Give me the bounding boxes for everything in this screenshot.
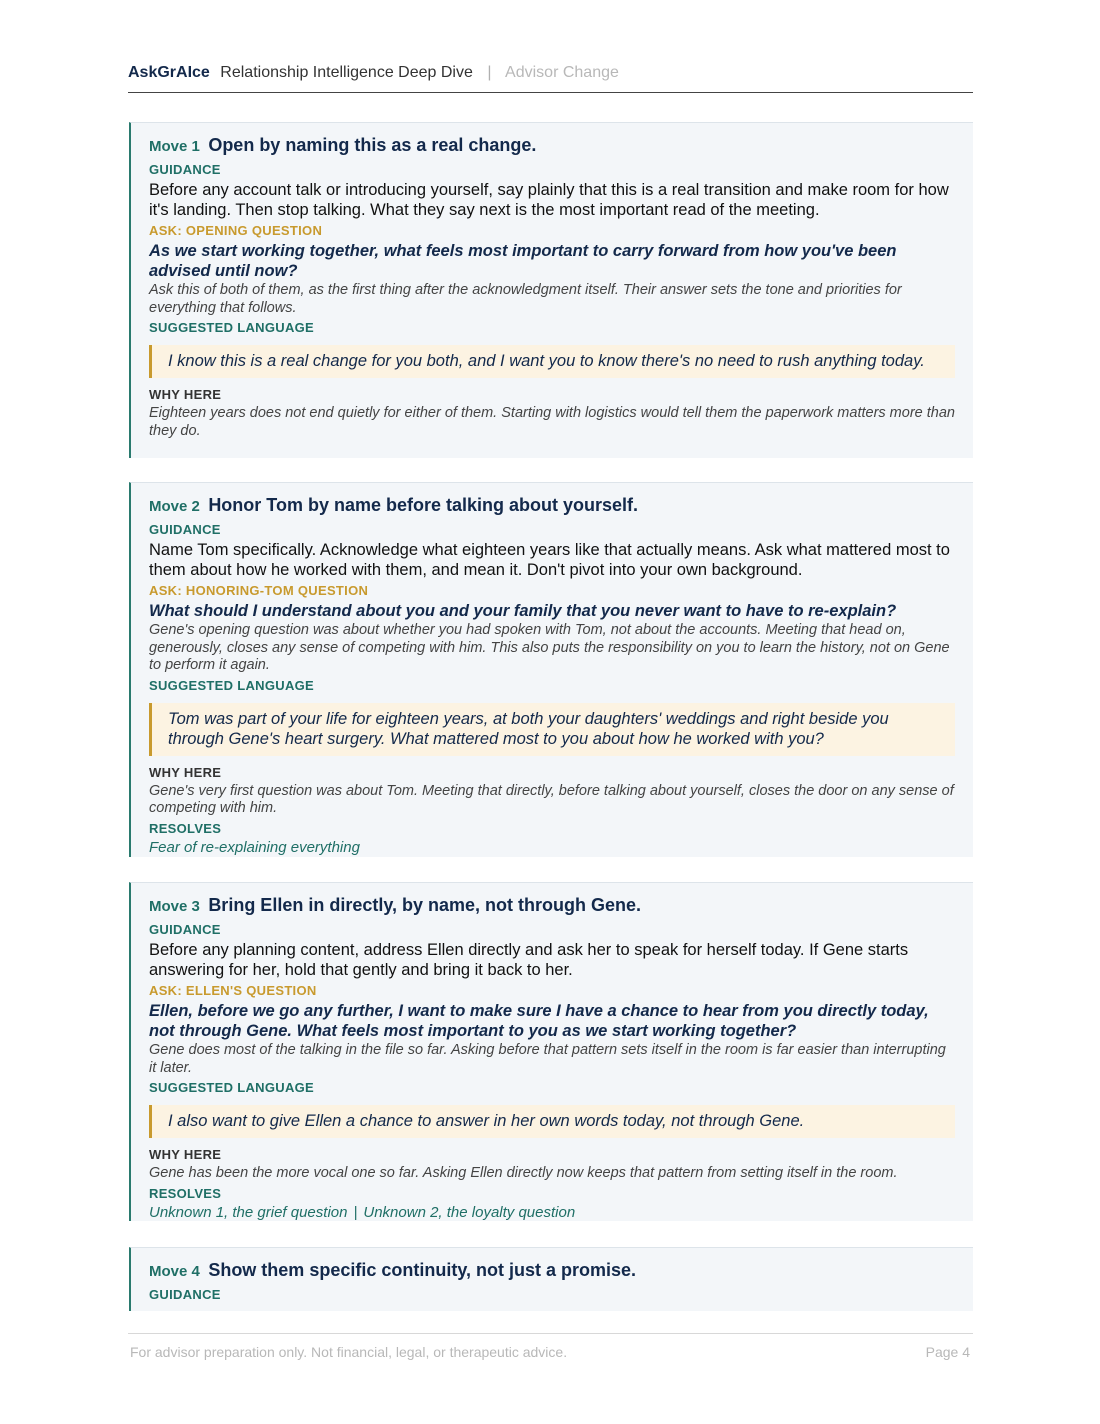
header-separator: | — [487, 64, 492, 81]
move-card-3 — [129, 882, 973, 1221]
why-here-text: Gene's very first question was about Tom. Meeting that directly, before talking about yourself, closes the door on any sense of competing with him. — [149, 782, 954, 816]
why-here-text: Eighteen years does not end quietly for either of them. Starting with logistics would tell them the paperwork matters more than they do. — [149, 405, 955, 439]
ask-label: ASK: ELLEN'S QUESTION — [149, 983, 317, 998]
why-here-label: WHY HERE — [149, 387, 222, 402]
ask-note: Ask this of both of them, as the first thing after the acknowledgment itself. Their answer sets the tone and priorities for everything that follows. — [149, 282, 902, 316]
suggested-language-quote: I also want to give Ellen a chance to answer in her own words today, not through Gene. — [149, 1105, 955, 1138]
move-title: Bring Ellen in directly, by name, not through Gene. — [208, 895, 642, 915]
move-card-4 — [129, 1247, 973, 1311]
resolves-item: Unknown 1, the grief question — [149, 1203, 348, 1221]
move-title: Honor Tom by name before talking about yourself. — [208, 495, 639, 515]
guidance-label: GUIDANCE — [149, 522, 221, 537]
ask-label: ASK: OPENING QUESTION — [149, 223, 323, 238]
ask-label: ASK: HONORING-TOM QUESTION — [149, 583, 369, 598]
suggested-language-quote: I know this is a real change for you both, and I want you to know there's no need to rush anything today. — [149, 345, 955, 378]
page-number: Page 4 — [925, 1344, 970, 1360]
guidance-label: GUIDANCE — [149, 162, 221, 177]
footer-divider — [128, 1333, 973, 1334]
document-title: Relationship Intelligence Deep Dive — [220, 64, 473, 81]
resolves-label: RESOLVES — [149, 820, 222, 836]
ask-question: As we start working together, what feels most important to carry forward from how you've been advised until now? — [149, 242, 897, 280]
resolves-label: RESOLVES — [149, 1185, 222, 1201]
guidance-text: Name Tom specifically. Acknowledge what eighteen years like that actually means. Ask what mattered most to them about how he worked with them, and mean it. Don't pivot into your own background. — [149, 541, 950, 579]
brand-name: AskGrAIce — [128, 64, 210, 81]
move-heading — [149, 1258, 955, 1284]
ask-question: Ellen, before we go any further, I want to make sure I have a chance to hear from you directly today, not through Gene. What feels most important to you as we start working together? — [149, 1002, 929, 1040]
move-card-2 — [129, 482, 973, 857]
why-here-label: WHY HERE — [149, 1147, 222, 1162]
section-name: Advisor Change — [505, 64, 619, 81]
why-here-text: Gene has been the more vocal one so far. Asking Ellen directly now keeps that pattern from setting itself in the room. — [149, 1165, 898, 1181]
suggested-language-label: SUGGESTED LANGUAGE — [149, 677, 315, 693]
guidance-label: GUIDANCE — [149, 1287, 221, 1302]
move-title: Open by naming this as a real change. — [208, 135, 537, 155]
resolves-text — [149, 1203, 955, 1223]
suggested-language-quote: Tom was part of your life for eighteen years, at both your daughters' weddings and right beside you through Gene's heart surgery. What mattered most to you about how he worked with you? — [149, 703, 955, 756]
resolves-text — [149, 838, 955, 858]
guidance-label: GUIDANCE — [149, 922, 221, 937]
ask-note: Gene does most of the talking in the file so far. Asking before that pattern sets itself in the room is far easier than interrupting it later. — [149, 1042, 946, 1076]
move-title: Show them specific continuity, not just a promise. — [208, 1260, 637, 1280]
resolves-separator: | — [353, 1203, 358, 1221]
move-card-1 — [129, 122, 973, 458]
move-heading — [149, 133, 955, 159]
document-header — [128, 62, 973, 84]
ask-question: What should I understand about you and your family that you never want to have to re-explain? — [149, 602, 897, 620]
suggested-language-label: SUGGESTED LANGUAGE — [149, 1080, 315, 1095]
move-heading — [149, 893, 955, 919]
resolves-item: Fear of re-explaining everything — [149, 838, 360, 856]
move-heading — [149, 493, 955, 519]
move-number: Move 4 — [149, 1263, 200, 1280]
header-divider — [128, 92, 973, 93]
footer-disclaimer: For advisor preparation only. Not financial, legal, or therapeutic advice. — [130, 1344, 568, 1360]
move-number: Move 1 — [149, 138, 200, 155]
resolves-item: Unknown 2, the loyalty question — [363, 1203, 576, 1221]
move-number: Move 2 — [149, 498, 200, 515]
why-here-label: WHY HERE — [149, 764, 222, 780]
guidance-text: Before any planning content, address Ellen directly and ask her to speak for herself today. If Gene starts answering for her, hold that gently and bring it back to her. — [149, 941, 909, 979]
move-number: Move 3 — [149, 898, 200, 915]
suggested-language-label: SUGGESTED LANGUAGE — [149, 320, 315, 335]
ask-note: Gene's opening question was about whether you had spoken with Tom, not about the accounts. Meeting that head on, generously, closes any sense of competing with him. This also puts the responsibility on you to learn the history, not on Gene to perform it again. — [149, 622, 950, 673]
guidance-text: Before any account talk or introducing yourself, say plainly that this is a real transition and make room for how it's landing. Then stop talking. What they say next is the most important read of the meeting. — [149, 181, 949, 219]
